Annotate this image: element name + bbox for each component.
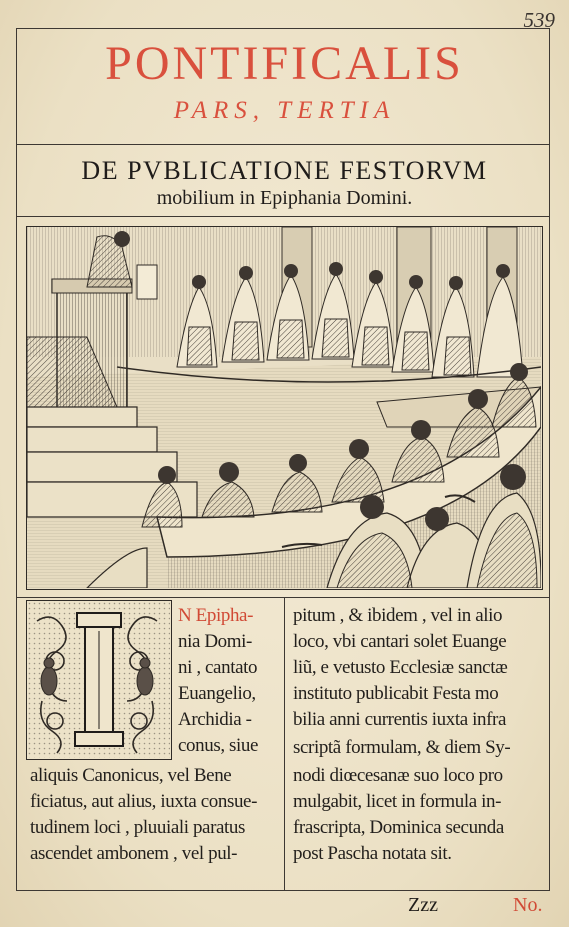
column-divider xyxy=(284,597,285,891)
right-line-1: pitum , & ibidem , vel in alio xyxy=(293,605,503,626)
signature-mark: Zzz xyxy=(408,894,438,916)
page-subtitle: PARS, TERTIA xyxy=(173,97,396,124)
right-line-9: frascripta, Dominica secunda xyxy=(293,817,504,838)
decorated-initial xyxy=(26,600,172,760)
left-line-4: Euangelio, xyxy=(178,683,256,704)
title-divider xyxy=(16,144,550,145)
catchword: No. xyxy=(513,894,543,916)
right-line-8: mulgabit, licet in formula in- xyxy=(293,791,502,812)
right-line-5: bilia anni currentis iuxta infra xyxy=(293,709,507,730)
right-line-10: post Pascha notata sit. xyxy=(293,843,452,864)
right-line-7: nodi diœcesanæ suo loco pro xyxy=(293,765,503,786)
page-title: PONTIFICALIS xyxy=(105,37,464,90)
left-line-6: conus, siue xyxy=(178,735,259,756)
left-line-1: N Epipha- xyxy=(178,605,254,626)
left-line-3: ni , cantato xyxy=(178,657,258,678)
section-heading-line2: mobilium in Epiphania Domini. xyxy=(156,187,413,209)
left-line-9: tudinem loci , pluuiali paratus xyxy=(30,817,246,838)
left-line-8: ficiatus, aut alius, iuxta consue- xyxy=(30,791,257,812)
right-line-4: instituto publicabit Festa mo xyxy=(293,683,499,704)
right-line-3: liũ, e vetusto Ecclesiæ sanctæ xyxy=(293,657,508,678)
engraving-scene-icon xyxy=(27,227,541,588)
initial-i-ornament-icon xyxy=(27,601,170,758)
engraving-illustration xyxy=(26,226,543,590)
heading-divider xyxy=(16,216,550,217)
left-line-2: nia Domi- xyxy=(178,631,252,652)
left-line-10: ascendet ambonem , vel pul- xyxy=(30,843,238,864)
right-line-2: loco, vbi cantari solet Euange xyxy=(293,631,507,652)
illustration-divider xyxy=(16,597,550,598)
right-line-6: scriptã formulam, & diem Sy- xyxy=(293,737,511,758)
left-line-5: Archidia - xyxy=(178,709,252,730)
section-heading: DE PVBLICATIONE FESTORVM xyxy=(81,156,488,185)
left-line-7: aliquis Canonicus, vel Bene xyxy=(30,765,232,786)
page-number: 539 xyxy=(523,8,555,32)
